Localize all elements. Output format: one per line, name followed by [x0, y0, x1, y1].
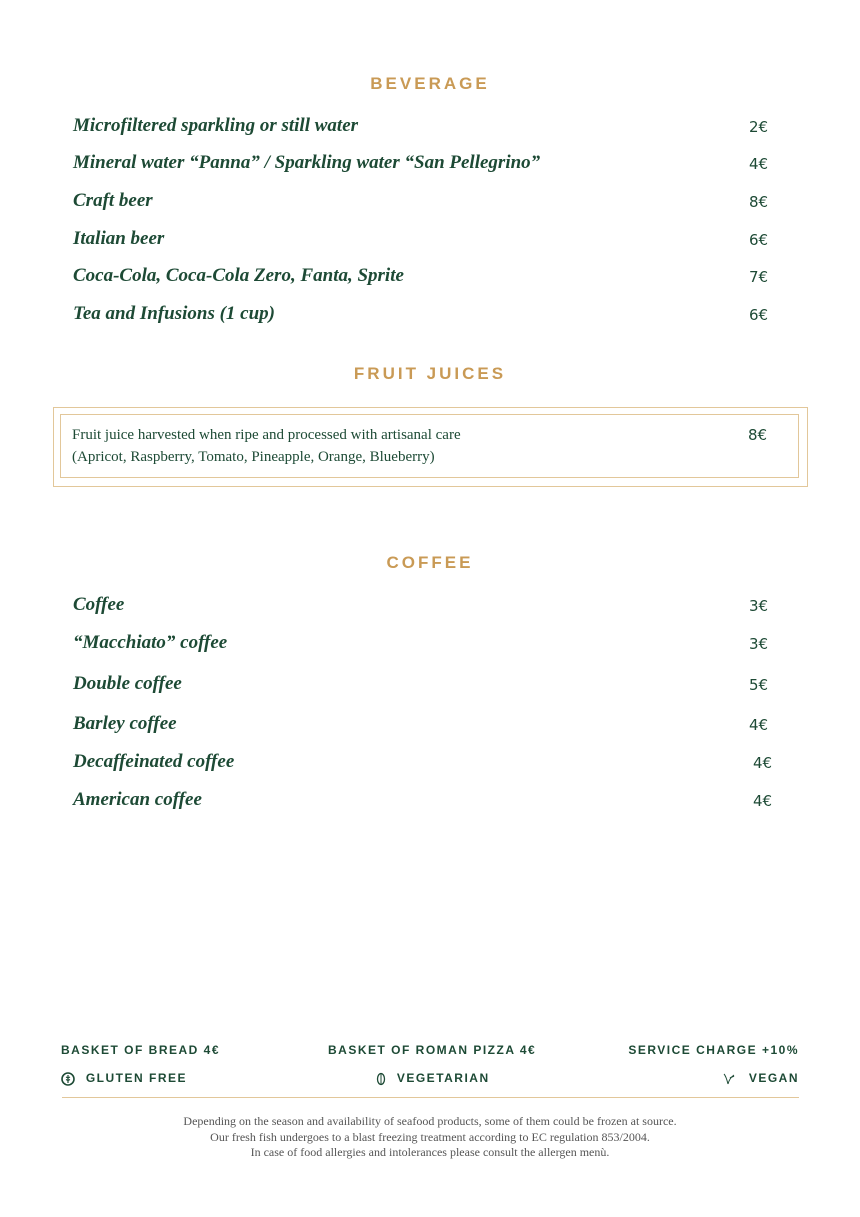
- vegetarian-icon: [376, 1071, 386, 1085]
- price: 4€: [753, 792, 773, 810]
- price: 2€: [749, 118, 769, 136]
- menu-item: Double coffee: [73, 673, 182, 694]
- vegan-label: VEGAN: [748, 1071, 799, 1085]
- menu-item: “Macchiato” coffee: [73, 632, 228, 653]
- price: 7€: [749, 268, 769, 286]
- menu-item: American coffee: [73, 789, 202, 810]
- vegetarian-legend: [376, 1071, 490, 1086]
- pizza-basket: BASKET OF ROMAN PIZZA 4€: [328, 1043, 537, 1057]
- menu-item: Coffee: [73, 594, 125, 615]
- menu-item: Microfiltered sparkling or still water: [73, 115, 359, 136]
- price: 4€: [749, 716, 769, 734]
- menu-item: Barley coffee: [73, 713, 177, 734]
- juice-box-inner-border: [60, 414, 799, 478]
- price: 5€: [749, 676, 769, 694]
- vegan-legend: [722, 1071, 799, 1086]
- gluten-free-label: GLUTEN FREE: [85, 1071, 188, 1085]
- note-line: Our fresh fish undergoes to a blast freezing treatment according to EC regulation 853/2004.: [210, 1129, 650, 1144]
- menu-item: Craft beer: [73, 190, 153, 211]
- juice-price: 8€: [748, 426, 768, 444]
- note-line: Depending on the season and availability of seafood products, some of them could be frozen at source.: [183, 1114, 677, 1128]
- price: 6€: [749, 306, 769, 324]
- note-line: In case of food allergies and intolerances please consult the allergen menù.: [250, 1145, 610, 1159]
- bread-basket: BASKET OF BREAD 4€: [61, 1043, 221, 1057]
- vegetarian-label: VEGETARIAN: [396, 1071, 490, 1085]
- disclaimer-notes: [0, 1114, 860, 1161]
- footer-divider: [62, 1097, 799, 1098]
- price: 3€: [749, 635, 769, 653]
- coffee-heading: COFFEE: [386, 553, 474, 572]
- price: 4€: [749, 155, 769, 173]
- gluten-free-icon: [61, 1071, 75, 1085]
- price: 6€: [749, 231, 769, 249]
- menu-item: Tea and Infusions (1 cup): [73, 303, 276, 324]
- vegan-icon: [722, 1071, 736, 1085]
- juice-varieties: (Apricot, Raspberry, Tomato, Pineapple, Orange, Blueberry): [72, 449, 435, 465]
- price: 4€: [753, 754, 773, 772]
- fruit-juices-heading: FRUIT JUICES: [353, 364, 507, 383]
- menu-item: Italian beer: [73, 228, 165, 249]
- juice-description: Fruit juice harvested when ripe and processed with artisanal care: [72, 427, 461, 443]
- price: 8€: [749, 193, 769, 211]
- service-charge: SERVICE CHARGE +10%: [628, 1043, 799, 1057]
- price: 3€: [749, 597, 769, 615]
- gluten-free-legend: [61, 1071, 187, 1086]
- menu-item: Decaffeinated coffee: [73, 751, 235, 772]
- beverage-heading: BEVERAGE: [370, 74, 490, 93]
- menu-item: Coca-Cola, Coca-Cola Zero, Fanta, Sprite: [73, 265, 404, 286]
- menu-item: Mineral water “Panna” / Sparkling water “San Pellegrino”: [73, 152, 541, 173]
